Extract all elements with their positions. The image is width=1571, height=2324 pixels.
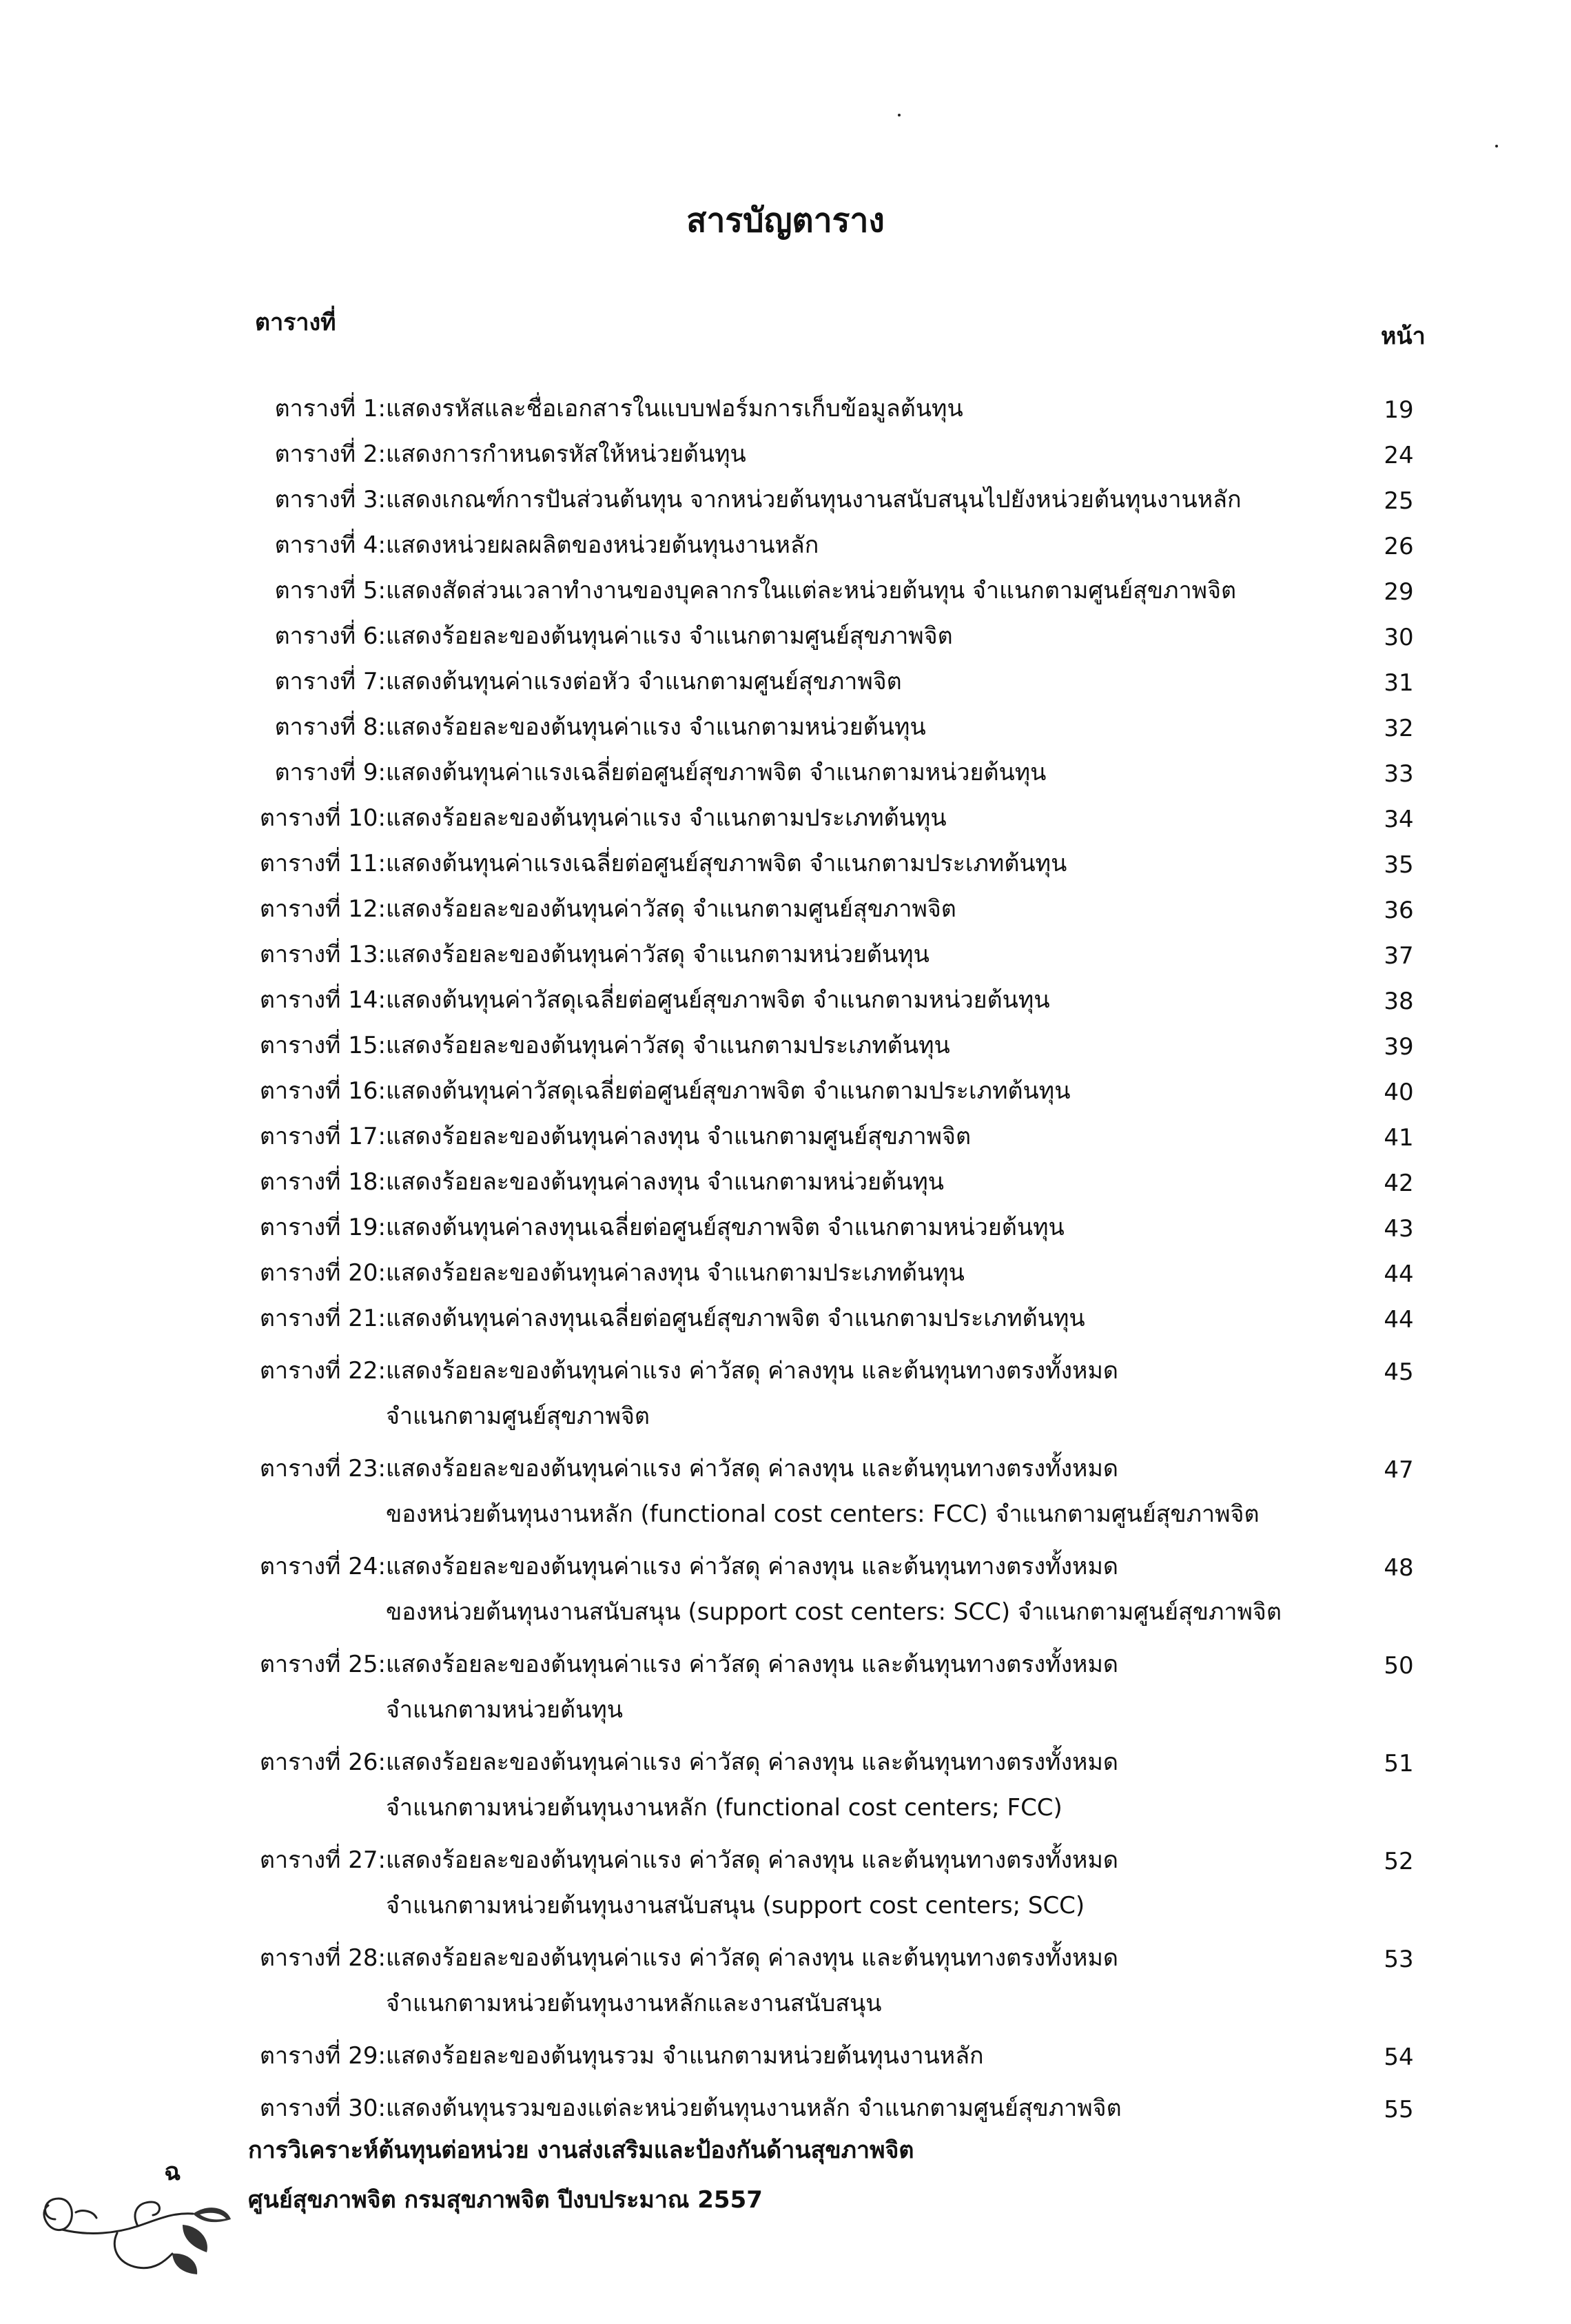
toc-entry-line: จำแนกตามศูนย์สุขภาพจิต — [386, 1403, 650, 1430]
toc-entry-label: ตารางที่ 5: — [274, 577, 386, 604]
toc-entry-page: 44 — [1384, 1261, 1414, 1288]
toc-entry-label: ตารางที่ 12: — [259, 895, 386, 923]
toc-entry — [0, 1348, 1571, 1439]
toc-entry-page: 25 — [1384, 487, 1414, 515]
toc-entry-line: แสดงร้อยละของต้นทุนค่าแรง จำแนกตามประเภทต้นทุน — [386, 804, 947, 832]
toc-entry-description — [386, 1296, 1337, 1341]
toc-entry-description — [386, 795, 1337, 841]
toc-entry — [0, 1159, 1571, 1205]
toc-entry-label: ตารางที่ 29: — [259, 2042, 386, 2070]
toc-entry-page: 53 — [1384, 1946, 1414, 1973]
toc-entry — [0, 750, 1571, 795]
toc-entry-page: 36 — [1384, 897, 1414, 924]
toc-entry — [0, 886, 1571, 932]
toc-entry-page: 26 — [1384, 533, 1414, 560]
toc-entry-line: แสดงร้อยละของต้นทุนค่าแรง ค่าวัสดุ ค่าลงทุน และต้นทุนทางตรงทั้งหมด — [386, 1455, 1118, 1482]
toc-entry-page: 47 — [1384, 1456, 1414, 1484]
toc-entry-label: ตารางที่ 14: — [259, 986, 386, 1014]
toc-entry-page: 39 — [1384, 1033, 1414, 1061]
toc-entry — [0, 1837, 1571, 1928]
toc-entry-description — [386, 1348, 1337, 1439]
toc-entry — [0, 1205, 1571, 1250]
toc-entry-line: แสดงร้อยละของต้นทุนรวม จำแนกตามหน่วยต้นทุนงานหลัก — [386, 2042, 984, 2070]
toc-entry-page: 29 — [1384, 578, 1414, 606]
toc-entry-line: แสดงต้นทุนค่าลงทุนเฉลี่ยต่อศูนย์สุขภาพจิต จำแนกตามประเภทต้นทุน — [386, 1305, 1085, 1332]
toc-entry-page: 32 — [1384, 715, 1414, 742]
toc-entry-label: ตารางที่ 1: — [274, 395, 386, 422]
toc-entry-line: แสดงต้นทุนค่าลงทุนเฉลี่ยต่อศูนย์สุขภาพจิต จำแนกตามหน่วยต้นทุน — [386, 1214, 1065, 1241]
toc-entry-page: 19 — [1384, 396, 1414, 424]
toc-entry-description — [386, 750, 1337, 795]
table-of-contents — [0, 386, 1571, 2138]
toc-entry-description — [386, 1068, 1337, 1114]
toc-entry-label: ตารางที่ 10: — [259, 804, 386, 832]
toc-entry-line: จำแนกตามหน่วยต้นทุนงานหลัก (functional cost centers; FCC) — [386, 1794, 1062, 1822]
toc-entry-line: แสดงร้อยละของต้นทุนค่าวัสดุ จำแนกตามประเภทต้นทุน — [386, 1032, 950, 1059]
toc-entry-line: ของหน่วยต้นทุนงานสนับสนุน (support cost centers: SCC) จำแนกตามศูนย์สุขภาพจิต — [386, 1598, 1282, 1626]
toc-entry-label: ตารางที่ 24: — [259, 1553, 386, 1580]
toc-entry-label: ตารางที่ 18: — [259, 1168, 386, 1196]
toc-entry — [0, 795, 1571, 841]
toc-entry-label: ตารางที่ 19: — [259, 1214, 386, 1241]
toc-entry-description — [386, 1837, 1337, 1928]
toc-entry — [0, 431, 1571, 477]
scan-speck — [1495, 145, 1498, 147]
toc-entry-line: แสดงรหัสและชื่อเอกสารในแบบฟอร์มการเก็บข้อมูลต้นทุน — [386, 395, 963, 422]
footer-org-line: ศูนย์สุขภาพจิต กรมสุขภาพจิต ปีงบประมาณ 2557 — [248, 2186, 763, 2214]
toc-entry-label: ตารางที่ 15: — [259, 1032, 386, 1059]
toc-entry — [0, 1114, 1571, 1159]
toc-entry-label: ตารางที่ 17: — [259, 1123, 386, 1150]
toc-entry-description — [386, 1446, 1337, 1537]
toc-entry-line: ของหน่วยต้นทุนงานหลัก (functional cost centers: FCC) จำแนกตามศูนย์สุขภาพจิต — [386, 1500, 1260, 1528]
toc-entry — [0, 522, 1571, 568]
toc-entry — [0, 1250, 1571, 1296]
toc-entry-page: 30 — [1384, 624, 1414, 651]
toc-entry-line: แสดงต้นทุนรวมของแต่ละหน่วยต้นทุนงานหลัก จำแนกตามศูนย์สุขภาพจิต — [386, 2094, 1122, 2122]
toc-entry-label: ตารางที่ 20: — [259, 1259, 386, 1287]
toc-entry-page: 40 — [1384, 1079, 1414, 1106]
toc-entry-label: ตารางที่ 9: — [274, 759, 386, 786]
toc-entry-description — [386, 1114, 1337, 1159]
toc-entry-label: ตารางที่ 16: — [259, 1077, 386, 1105]
toc-entry-line: แสดงร้อยละของต้นทุนค่าลงทุน จำแนกตามประเภทต้นทุน — [386, 1259, 965, 1287]
toc-entry-line: แสดงหน่วยผลผลิตของหน่วยต้นทุนงานหลัก — [386, 531, 819, 559]
toc-entry-description — [386, 2086, 1337, 2131]
toc-entry-line: แสดงร้อยละของต้นทุนค่าแรง จำแนกตามหน่วยต้นทุน — [386, 713, 926, 741]
toc-entry-description — [386, 659, 1337, 704]
toc-entry-line: แสดงเกณฑ์การปันส่วนต้นทุน จากหน่วยต้นทุนงานสนับสนุนไปยังหน่วยต้นทุนงานหลัก — [386, 486, 1242, 513]
toc-entry-description — [386, 1544, 1337, 1635]
toc-entry-line: แสดงร้อยละของต้นทุนค่าแรง ค่าวัสดุ ค่าลงทุน และต้นทุนทางตรงทั้งหมด — [386, 1651, 1118, 1678]
toc-entry-page: 45 — [1384, 1358, 1414, 1386]
toc-entry-page: 55 — [1384, 2096, 1414, 2123]
toc-entry-description — [386, 1935, 1337, 2026]
toc-entry-page: 37 — [1384, 942, 1414, 970]
toc-entry-label: ตารางที่ 28: — [259, 1944, 386, 1972]
toc-entry-description — [386, 1642, 1337, 1733]
toc-entry-page: 34 — [1384, 806, 1414, 833]
toc-entry-label: ตารางที่ 26: — [259, 1749, 386, 1776]
toc-entry — [0, 1935, 1571, 2026]
toc-entry — [0, 2033, 1571, 2079]
toc-entry-label: ตารางที่ 8: — [274, 713, 386, 741]
toc-entry — [0, 386, 1571, 431]
toc-entry-label: ตารางที่ 21: — [259, 1305, 386, 1332]
toc-entry-label: ตารางที่ 27: — [259, 1846, 386, 1874]
scan-speck — [898, 114, 901, 116]
toc-entry-label: ตารางที่ 25: — [259, 1651, 386, 1678]
toc-entry — [0, 1642, 1571, 1733]
toc-entry-description — [386, 1205, 1337, 1250]
toc-entry-description — [386, 613, 1337, 659]
toc-entry-line: จำแนกตามหน่วยต้นทุนงานหลักและงานสนับสนุน — [386, 1990, 882, 2017]
toc-entry — [0, 659, 1571, 704]
toc-entry-label: ตารางที่ 13: — [259, 941, 386, 968]
toc-entry-line: แสดงสัดส่วนเวลาทำงานของบุคลากรในแต่ละหน่วยต้นทุน จำแนกตามศูนย์สุขภาพจิต — [386, 577, 1237, 604]
footer-title-line: การวิเคราะห์ต้นทุนต่อหน่วย งานส่งเสริมและป้องกันด้านสุขภาพจิต — [248, 2137, 914, 2164]
toc-entry — [0, 1023, 1571, 1068]
toc-entry-page: 44 — [1384, 1306, 1414, 1334]
column-header-table: ตารางที่ — [255, 309, 336, 336]
toc-entry-description — [386, 1159, 1337, 1205]
toc-entry-label: ตารางที่ 4: — [274, 531, 386, 559]
toc-entry-description — [386, 386, 1337, 431]
toc-entry-description — [386, 841, 1337, 886]
toc-entry — [0, 613, 1571, 659]
toc-entry-line: แสดงร้อยละของต้นทุนค่าลงทุน จำแนกตามศูนย์สุขภาพจิต — [386, 1123, 972, 1150]
toc-entry-description — [386, 477, 1337, 522]
toc-entry-page: 38 — [1384, 988, 1414, 1015]
toc-entry-label: ตารางที่ 22: — [259, 1357, 386, 1385]
toc-entry-description — [386, 1250, 1337, 1296]
toc-entry-page: 51 — [1384, 1750, 1414, 1777]
toc-entry — [0, 704, 1571, 750]
toc-entry-line: แสดงร้อยละของต้นทุนค่าแรง ค่าวัสดุ ค่าลงทุน และต้นทุนทางตรงทั้งหมด — [386, 1944, 1118, 1972]
toc-entry — [0, 841, 1571, 886]
toc-entry-line: แสดงร้อยละของต้นทุนค่าวัสดุ จำแนกตามศูนย์สุขภาพจิต — [386, 895, 956, 923]
toc-entry — [0, 1296, 1571, 1341]
toc-entry — [0, 932, 1571, 977]
toc-entry — [0, 477, 1571, 522]
toc-entry-page: 52 — [1384, 1848, 1414, 1875]
toc-entry-description — [386, 886, 1337, 932]
toc-entry — [0, 1068, 1571, 1114]
toc-entry-description — [386, 2033, 1337, 2079]
toc-entry-description — [386, 1023, 1337, 1068]
toc-entry-line: จำแนกตามหน่วยต้นทุน — [386, 1696, 623, 1724]
toc-entry-page: 41 — [1384, 1124, 1414, 1152]
toc-entry-page: 50 — [1384, 1652, 1414, 1680]
toc-entry-description — [386, 568, 1337, 613]
toc-entry — [0, 2086, 1571, 2131]
toc-entry-label: ตารางที่ 2: — [274, 440, 386, 468]
toc-entry-label: ตารางที่ 3: — [274, 486, 386, 513]
toc-entry-description — [386, 932, 1337, 977]
toc-entry-description — [386, 522, 1337, 568]
toc-entry-label: ตารางที่ 30: — [259, 2094, 386, 2122]
toc-entry-line: แสดงต้นทุนค่าแรงเฉลี่ยต่อศูนย์สุขภาพจิต จำแนกตามหน่วยต้นทุน — [386, 759, 1047, 786]
toc-entry-line: แสดงต้นทุนค่าวัสดุเฉลี่ยต่อศูนย์สุขภาพจิต จำแนกตามประเภทต้นทุน — [386, 1077, 1071, 1105]
toc-entry-description — [386, 431, 1337, 477]
toc-entry-description — [386, 704, 1337, 750]
toc-entry-page: 35 — [1384, 851, 1414, 879]
column-header-page: หน้า — [1381, 323, 1426, 350]
floral-ornament-icon — [34, 2171, 241, 2281]
toc-entry-line: จำแนกตามหน่วยต้นทุนงานสนับสนุน (support cost centers; SCC) — [386, 1892, 1085, 1919]
toc-entry — [0, 1740, 1571, 1831]
toc-entry-page: 42 — [1384, 1170, 1414, 1197]
toc-entry-page: 43 — [1384, 1215, 1414, 1243]
toc-entry-line: แสดงร้อยละของต้นทุนค่าแรง จำแนกตามศูนย์สุขภาพจิต — [386, 622, 953, 650]
toc-entry-line: แสดงร้อยละของต้นทุนค่าแรง ค่าวัสดุ ค่าลงทุน และต้นทุนทางตรงทั้งหมด — [386, 1553, 1118, 1580]
toc-entry — [0, 568, 1571, 613]
toc-entry-page: 24 — [1384, 442, 1414, 469]
toc-entry-line: แสดงการกำหนดรหัสให้หน่วยต้นทุน — [386, 440, 746, 468]
toc-entry-label: ตารางที่ 11: — [259, 850, 386, 877]
toc-entry-description — [386, 977, 1337, 1023]
toc-entry-line: แสดงต้นทุนค่าแรงต่อหัว จำแนกตามศูนย์สุขภาพจิต — [386, 668, 902, 695]
toc-entry-label: ตารางที่ 7: — [274, 668, 386, 695]
toc-entry-line: แสดงต้นทุนค่าแรงเฉลี่ยต่อศูนย์สุขภาพจิต จำแนกตามประเภทต้นทุน — [386, 850, 1067, 877]
toc-entry-line: แสดงต้นทุนค่าวัสดุเฉลี่ยต่อศูนย์สุขภาพจิต จำแนกตามหน่วยต้นทุน — [386, 986, 1050, 1014]
toc-entry-page: 54 — [1384, 2043, 1414, 2071]
toc-entry-description — [386, 1740, 1337, 1831]
page-number-letter: ฉ — [164, 2158, 181, 2186]
toc-entry-line: แสดงร้อยละของต้นทุนค่าวัสดุ จำแนกตามหน่วยต้นทุน — [386, 941, 930, 968]
toc-entry-page: 33 — [1384, 760, 1414, 788]
toc-entry-label: ตารางที่ 23: — [259, 1455, 386, 1482]
toc-entry — [0, 1544, 1571, 1635]
toc-entry-label: ตารางที่ 6: — [274, 622, 386, 650]
toc-entry-page: 31 — [1384, 669, 1414, 697]
toc-entry-line: แสดงร้อยละของต้นทุนค่าแรง ค่าวัสดุ ค่าลงทุน และต้นทุนทางตรงทั้งหมด — [386, 1846, 1118, 1874]
toc-entry-line: แสดงร้อยละของต้นทุนค่าลงทุน จำแนกตามหน่วยต้นทุน — [386, 1168, 945, 1196]
toc-entry-line: แสดงร้อยละของต้นทุนค่าแรง ค่าวัสดุ ค่าลงทุน และต้นทุนทางตรงทั้งหมด — [386, 1357, 1118, 1385]
toc-entry — [0, 1446, 1571, 1537]
toc-entry — [0, 977, 1571, 1023]
toc-entry-page: 48 — [1384, 1554, 1414, 1582]
page-title: สารบัญตาราง — [686, 201, 885, 240]
toc-entry-line: แสดงร้อยละของต้นทุนค่าแรง ค่าวัสดุ ค่าลงทุน และต้นทุนทางตรงทั้งหมด — [386, 1749, 1118, 1776]
